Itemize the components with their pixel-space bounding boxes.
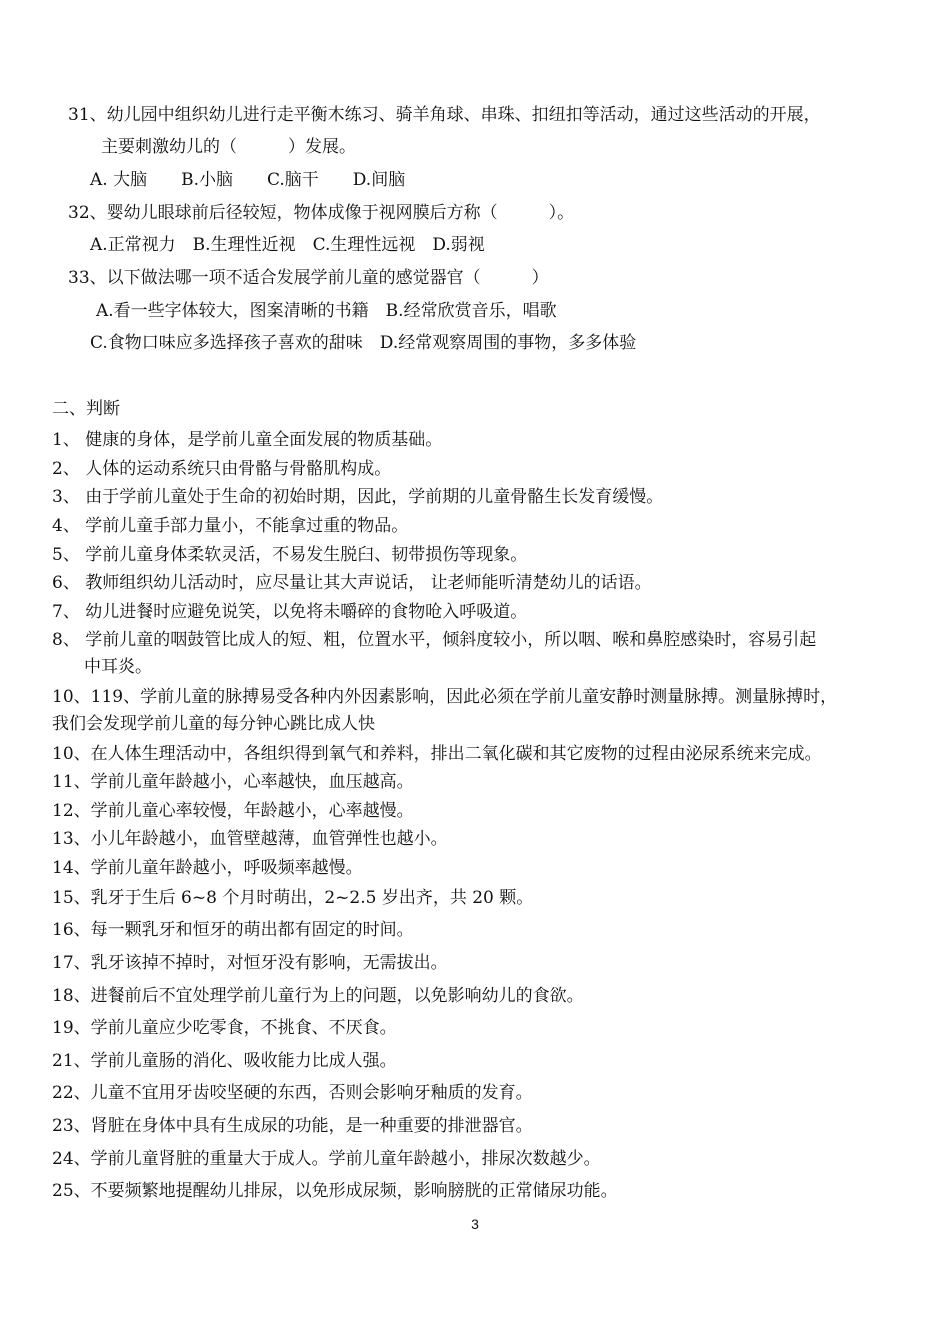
list-item: 1、 健康的身体，是学前儿童全面发展的物质基础。 (52, 430, 443, 450)
page-number: 3 (471, 1216, 479, 1232)
q32-options: A.正常视力 B.生理性近视 C.生理性远视 D.弱视 (90, 235, 485, 255)
list-item: 10、在人体生理活动中，各组织得到氧气和养料，排出二氧化碳和其它废物的过程由泌尿系统来完成。 (52, 744, 822, 764)
q31-stem: 31、幼儿园中组织幼儿进行走平衡木练习、骑羊角球、串珠、扣纽扣等活动，通过这些活动的开展， (68, 105, 821, 125)
list-item: 21、学前儿童肠的消化、吸收能力比成人强。 (52, 1051, 397, 1071)
list-item: 8、 学前儿童的咽鼓管比成人的短、粗，位置水平，倾斜度较小，所以咽、喉和鼻腔感染时，容易引起 (52, 630, 817, 650)
list-item: 6、 教师组织幼儿活动时，应尽量让其大声说话， 让老师能听清楚幼儿的话语。 (52, 573, 652, 593)
list-item: 22、儿童不宜用牙齿咬坚硬的东西，否则会影响牙釉质的发育。 (52, 1083, 533, 1103)
list-item: 2、 人体的运动系统只由骨骼与骨骼肌构成。 (52, 459, 392, 479)
list-item: 17、乳牙该掉不掉时，对恒牙没有影响，无需拔出。 (52, 953, 448, 973)
q31-options: A. 大脑 B.小脑 C.脑干 D.间脑 (90, 170, 406, 190)
list-item: 11、学前儿童年龄越小，心率越快，血压越高。 (52, 772, 414, 792)
list-item-continued: 我们会发现学前儿童的每分钟心跳比成人快 (52, 714, 375, 734)
section-heading-judgement: 二、判断 (52, 399, 120, 419)
q33-options-cd: C.食物口味应多选择孩子喜欢的甜味 D.经常观察周围的事物，多多体验 (90, 333, 637, 353)
list-item: 23、肾脏在身体中具有生成尿的功能，是一种重要的排泄器官。 (52, 1116, 533, 1136)
list-item: 19、学前儿童应少吃零食，不挑食、不厌食。 (52, 1018, 397, 1038)
list-item: 4、 学前儿童手部力量小，不能拿过重的物品。 (52, 516, 409, 536)
list-item: 12、学前儿童心率较慢，年龄越小，心率越慢。 (52, 801, 414, 821)
q33-options-ab: A.看一些字体较大，图案清晰的书籍 B.经常欣赏音乐，唱歌 (96, 301, 557, 321)
list-item: 13、小儿年龄越小，血管壁越薄，血管弹性也越小。 (52, 829, 448, 849)
list-item: 18、进餐前后不宜处理学前儿童行为上的问题，以免影响幼儿的食欲。 (52, 986, 584, 1006)
list-item-continued: 中耳炎。 (84, 657, 152, 677)
list-item: 25、不要频繁地提醒幼儿排尿，以免形成尿频，影响膀胱的正常储尿功能。 (52, 1181, 618, 1201)
list-item: 10、119、学前儿童的脉搏易受各种内外因素影响，因此必须在学前儿童安静时测量脉搏。测量脉搏时， (52, 687, 838, 707)
list-item: 14、学前儿童年龄越小，呼吸频率越慢。 (52, 858, 363, 878)
list-item: 5、 学前儿童身体柔软灵活，不易发生脱臼、韧带损伤等现象。 (52, 545, 528, 565)
list-item: 15、乳牙于生后 6~8 个月时萌出，2~2.5 岁出齐，共 20 颗。 (52, 888, 534, 908)
list-item: 3、 由于学前儿童处于生命的初始时期，因此，学前期的儿童骨骼生长发育缓慢。 (52, 487, 664, 507)
q33-stem: 33、以下做法哪一项不适合发展学前儿童的感觉器官（ ） (68, 268, 549, 288)
q31-stem-continued: 主要刺激幼儿的（ ）发展。 (101, 137, 356, 157)
q32-stem: 32、婴幼儿眼球前后径较短，物体成像于视网膜后方称（ ）。 (68, 203, 575, 223)
list-item: 24、学前儿童肾脏的重量大于成人。学前儿童年龄越小，排尿次数越少。 (52, 1149, 601, 1169)
list-item: 16、每一颗乳牙和恒牙的萌出都有固定的时间。 (52, 920, 414, 940)
list-item: 7、 幼儿进餐时应避免说笑，以免将未嚼碎的食物呛入呼吸道。 (52, 602, 528, 622)
